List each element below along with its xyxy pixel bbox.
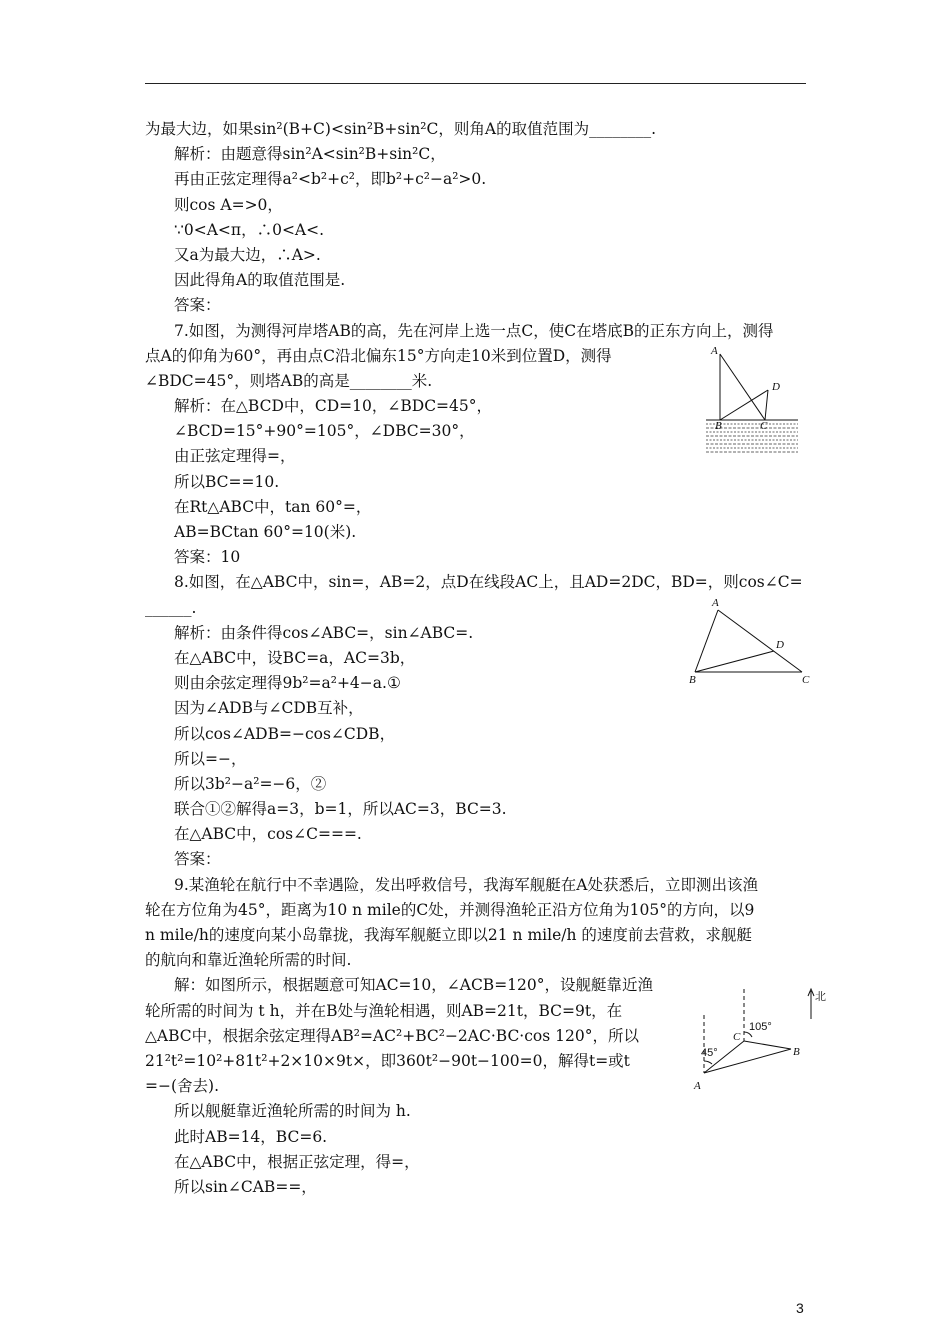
problem-9-line: 9.某渔轮在航行中不幸遇险，发出呼救信号，我海军舰艇在A处获悉后，立即测出该渔 <box>174 875 758 894</box>
text-line: 此时AB=14，BC=6. <box>174 1127 328 1146</box>
nav-angle-45: 45° <box>701 1047 718 1059</box>
text-line: 在Rt△ABC中，tan 60°=， <box>174 497 372 516</box>
problem-7-line: 7.如图，为测得河岸塔AB的高，先在河岸上选一点C，使C在塔底B的正东方向上，测得 <box>174 321 774 340</box>
solution-line: 21²t²=10²+81t²+2×10×9t×，即360t²−90t−100=0，解得t=或t <box>145 1051 630 1070</box>
page-number: 3 <box>796 1300 804 1316</box>
text-line: 所以舰艇靠近渔轮所需的时间为 h. <box>174 1102 411 1121</box>
text-line: 由正弦定理得=， <box>174 447 296 466</box>
text-line: 再由正弦定理得a²<b²+c²，即b²+c²−a²>0. <box>174 170 487 189</box>
triangle-label-c: C <box>802 674 810 686</box>
text-line: 所以=−， <box>174 749 247 768</box>
text-line: AB=BCtan 60°=10(米). <box>174 523 357 541</box>
text-line: 在△ABC中，cos∠C===. <box>174 825 362 844</box>
text-line: 在△ABC中，设BC=a，AC=3b， <box>174 648 416 667</box>
answer-line: 答案：10 <box>174 548 241 567</box>
text-line: 联合①②解得a=3，b=1，所以AC=3，BC=3. <box>174 800 507 819</box>
nav-label-c: C <box>733 1031 741 1043</box>
nav-label-b: B <box>793 1046 800 1058</box>
problem-7-line: 点A的仰角为60°，再由点C沿北偏东15°方向走10米到位置D，测得 <box>145 346 612 365</box>
problem-8-line: 8.如图，在△ABC中，sin=，AB=2，点D在线段AC上，且AD=2DC，BD=，则cos∠C= <box>174 573 803 592</box>
text-line: 在△ABC中，根据正弦定理，得=， <box>174 1152 420 1171</box>
problem-9-line: 的航向和靠近渔轮所需的时间. <box>145 951 352 970</box>
triangle-figure <box>685 592 815 687</box>
triangle-label-b: B <box>689 674 696 686</box>
problem-9-line: 轮在方位角为45°，距离为10 n mile的C处，并测得渔轮正沿方位角为105°的方向，以9 <box>145 900 755 919</box>
navigation-figure <box>688 985 838 1095</box>
text-line: 又a为最大边，∴A>. <box>174 245 321 264</box>
problem-9-line: n mile/h的速度向某小岛靠拢，我海军舰艇立即以21 n mile/h 的速度前去营救，求舰艇 <box>145 926 752 944</box>
tower-label-d: D <box>772 381 780 393</box>
north-label: 北 <box>815 991 826 1003</box>
triangle-label-d: D <box>776 639 784 651</box>
text-line: 所以cos∠ADB=−cos∠CDB， <box>174 724 396 743</box>
text-line: 解析：由条件得cos∠ABC=，sin∠ABC=. <box>174 623 474 642</box>
text-line: 所以sin∠CAB==， <box>174 1177 317 1196</box>
solution-line: 解：如图所示，根据题意可知AC=10，∠ACB=120°，设舰艇靠近渔 <box>174 976 654 995</box>
text-line: ∠BCD=15°+90°=105°，∠DBC=30°， <box>174 422 475 441</box>
text-line: 则由余弦定理得9b²=a²+4−a.① <box>174 674 401 693</box>
header-rule <box>145 83 806 84</box>
tower-label-a: A <box>711 345 718 357</box>
nav-angle-105: 105° <box>749 1021 772 1033</box>
text-line: 因此得角A的取值范围是. <box>174 271 346 290</box>
tower-label-c: C <box>760 420 768 432</box>
problem-7-line: ∠BDC=45°，则塔AB的高是________米. <box>145 371 433 390</box>
triangle-label-a: A <box>712 597 719 609</box>
text-line: 所以3b²−a²=−6，② <box>174 774 327 793</box>
text-line: 所以BC==10. <box>174 472 280 491</box>
solution-line: △ABC中，根据余弦定理得AB²=AC²+BC²−2AC·BC·cos 120°，所以 <box>145 1026 639 1045</box>
text-line: 答案： <box>174 296 221 315</box>
text-line: 为最大边，如果sin²(B+C)<sin²B+sin²C，则角A的取值范围为________. <box>145 120 657 138</box>
text-line: 因为∠ADB与∠CDB互补， <box>174 699 364 718</box>
solution-line: 轮所需的时间为 t h，并在B处与渔轮相遇，则AB=21t，BC=9t，在 <box>145 1001 623 1020</box>
tower-figure <box>700 340 805 460</box>
text-line: 则cos A=>0， <box>174 195 283 214</box>
solution-line: =−(舍去). <box>145 1077 219 1096</box>
nav-label-a: A <box>694 1080 701 1092</box>
answer-line: 答案： <box>174 850 221 869</box>
text-line: 解析：在△BCD中，CD=10，∠BDC=45°， <box>174 397 493 416</box>
text-line: ∵0<A<π，∴0<A<. <box>174 220 325 239</box>
text-line: 解析：由题意得sin²A<sin²B+sin²C， <box>174 145 446 164</box>
problem-8-line: ______. <box>145 598 197 617</box>
tower-label-b: B <box>715 420 722 432</box>
